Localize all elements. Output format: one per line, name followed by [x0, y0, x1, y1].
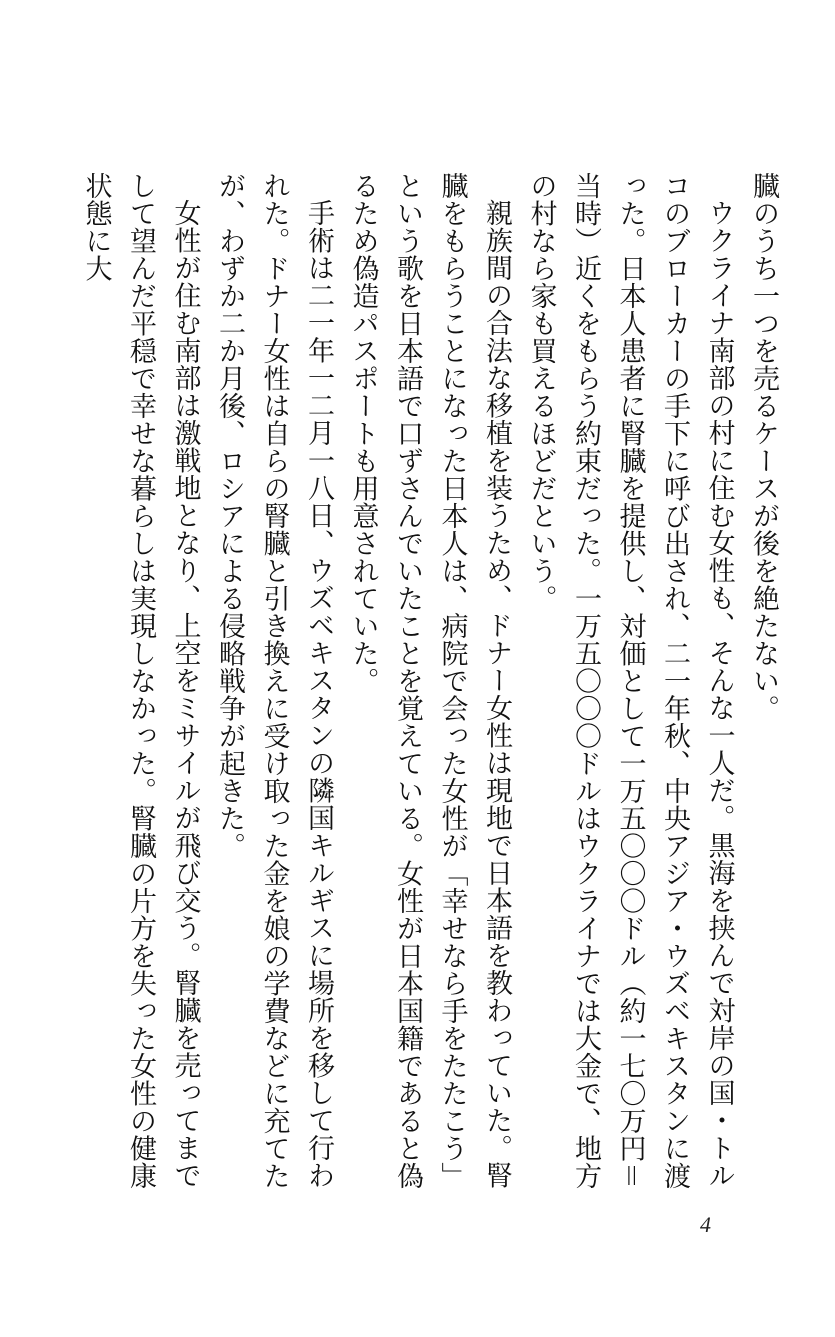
paragraph-1: 臓のうち一つを売るケースが後を絶たない。 [748, 172, 779, 722]
paragraph-4: 手術は二一年一二月一八日、ウズベキスタンの隣国キルギスに場所を移して行われた。ドナー女性は自らの腎臓と引き換えに受け取った金を娘の学費などに充てたが、わずか二か月後、ロシアによる侵略戦争が起きた。 [214, 172, 334, 1190]
page-number: 4 [700, 1212, 711, 1237]
paragraph-3: 親族間の合法な移植を装うため、ドナー女性は現地で日本語を教わっていた。腎臓をもらうことになった日本人は、病院で会った女性が「幸せなら手をたたこう」という歌を日本語で口ずさんでいたことを覚えている。女性が日本国籍であると偽るため偽造パスポートも用意されていた。 [347, 172, 512, 1190]
paragraph-2: ウクライナ南部の村に住む女性も、そんな一人だ。黒海を挟んで対岸の国・トルコのブローカーの手下に呼び出され、二一年秋、中央アジア・ウズベキスタンに渡った。日本人患者に腎臓を提供し、対価として一万五〇〇〇ドル（約一七〇万円＝当時）近くをもらう約束だった。一万五〇〇〇ドルはウクライナでは大金で、地方の村なら家も買えるほどだという。 [525, 172, 735, 1190]
paragraph-5: 女性が住む南部は激戦地となり、上空をミサイルが飛び交う。腎臓を売ってまでして望んだ平穏で幸せな暮らしは実現しなかった。腎臓の片方を失った女性の健康状態に大 [80, 172, 201, 1190]
vertical-text-body [80, 172, 785, 1207]
